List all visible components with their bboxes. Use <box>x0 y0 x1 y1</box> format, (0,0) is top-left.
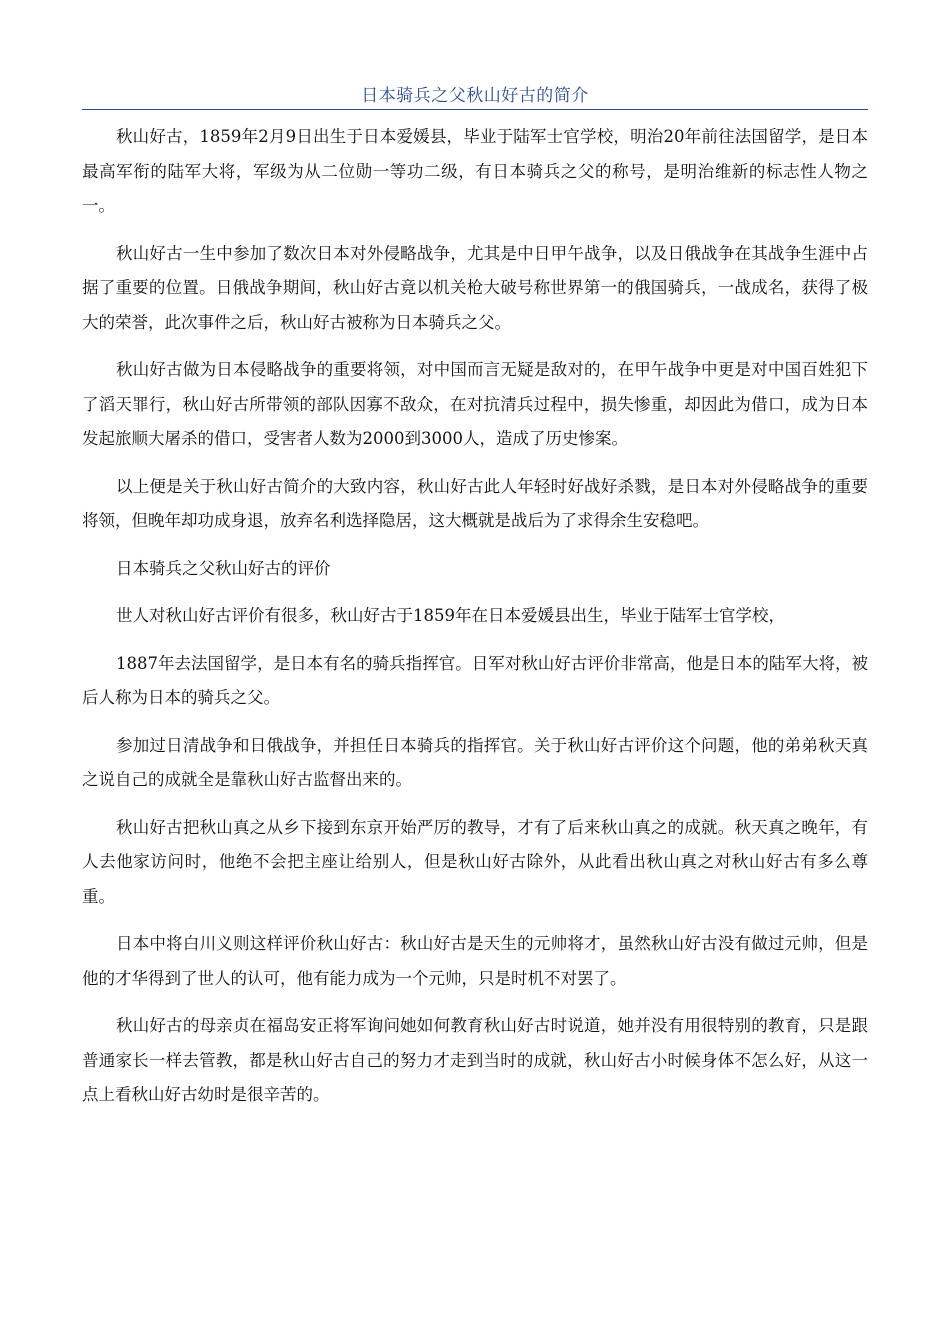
paragraph-10: 秋山好古的母亲贞在福岛安正将军询问她如何教育秋山好古时说道，她并没有用很特别的教育，只是跟普通家长一样去管教，都是秋山好古自己的努力才走到当时的成就，秋山好古小时候身体不怎么好，从这一点上看秋山好古幼时是很辛苦的。 <box>82 1016 868 1104</box>
section-heading-evaluation: 日本骑兵之父秋山好古的评价 <box>116 558 331 578</box>
document-body <box>82 120 868 1126</box>
paragraph-4: 以上便是关于秋山好古简介的大致内容，秋山好古此人年轻时好战好杀戮，是日本对外侵略战争的重要将领，但晚年却功成身退，放弃名利选择隐居，这大概就是战后为了求得余生安稳吧。 <box>82 476 868 530</box>
paragraph-6: 1887年去法国留学，是日本有名的骑兵指挥官。日军对秋山好古评价非常高，他是日本的陆军大将，被后人称为日本的骑兵之父。 <box>82 653 868 707</box>
paragraph-2: 秋山好古一生中参加了数次日本对外侵略战争，尤其是中日甲午战争，以及日俄战争在其战争生涯中占据了重要的位置。日俄战争期间，秋山好古竟以机关枪大破号称世界第一的俄国骑兵，一战成名，获得了极大的荣誉，此次事件之后，秋山好古被称为日本骑兵之父。 <box>82 243 868 332</box>
paragraph-7: 参加过日清战争和日俄战争，并担任日本骑兵的指挥官。关于秋山好古评价这个问题，他的弟弟秋天真之说自己的成就全是靠秋山好古监督出来的。 <box>82 735 868 789</box>
paragraph-3: 秋山好古做为日本侵略战争的重要将领，对中国而言无疑是敌对的，在甲午战争中更是对中国百姓犯下了滔天罪行，秋山好古所带领的部队因寡不敌众，在对抗清兵过程中，损失惨重，却因此为借口，成为日本发起旅顺大屠杀的借口，受害者人数为2000到3000人，造成了历史惨案。 <box>82 360 868 448</box>
document-title: 日本骑兵之父秋山好古的简介 <box>361 86 589 106</box>
paragraph-9: 日本中将白川义则这样评价秋山好古：秋山好古是天生的元帅将才，虽然秋山好古没有做过元帅，但是他的才华得到了世人的认可，他有能力成为一个元帅，只是时机不对罢了。 <box>82 934 868 988</box>
paragraph-8: 秋山好古把秋山真之从乡下接到东京开始严厉的教导，才有了后来秋山真之的成就。秋天真之晚年，有人去他家访问时，他绝不会把主座让给别人，但是秋山好古除外，从此看出秋山真之对秋山好古有多么尊重。 <box>82 817 868 906</box>
paragraph-5: 世人对秋山好古评价有很多，秋山好古于1859年在日本爱媛县出生，毕业于陆军士官学校， <box>116 606 785 625</box>
title-divider <box>82 109 868 110</box>
paragraph-1: 秋山好古，1859年2月9日出生于日本爱媛县，毕业于陆军士官学校，明治20年前往法国留学，是日本最高军衔的陆军大将，军级为从二位勋一等功二级，有日本骑兵之父的称号，是明治维新的标志性人物之一。 <box>82 127 868 215</box>
